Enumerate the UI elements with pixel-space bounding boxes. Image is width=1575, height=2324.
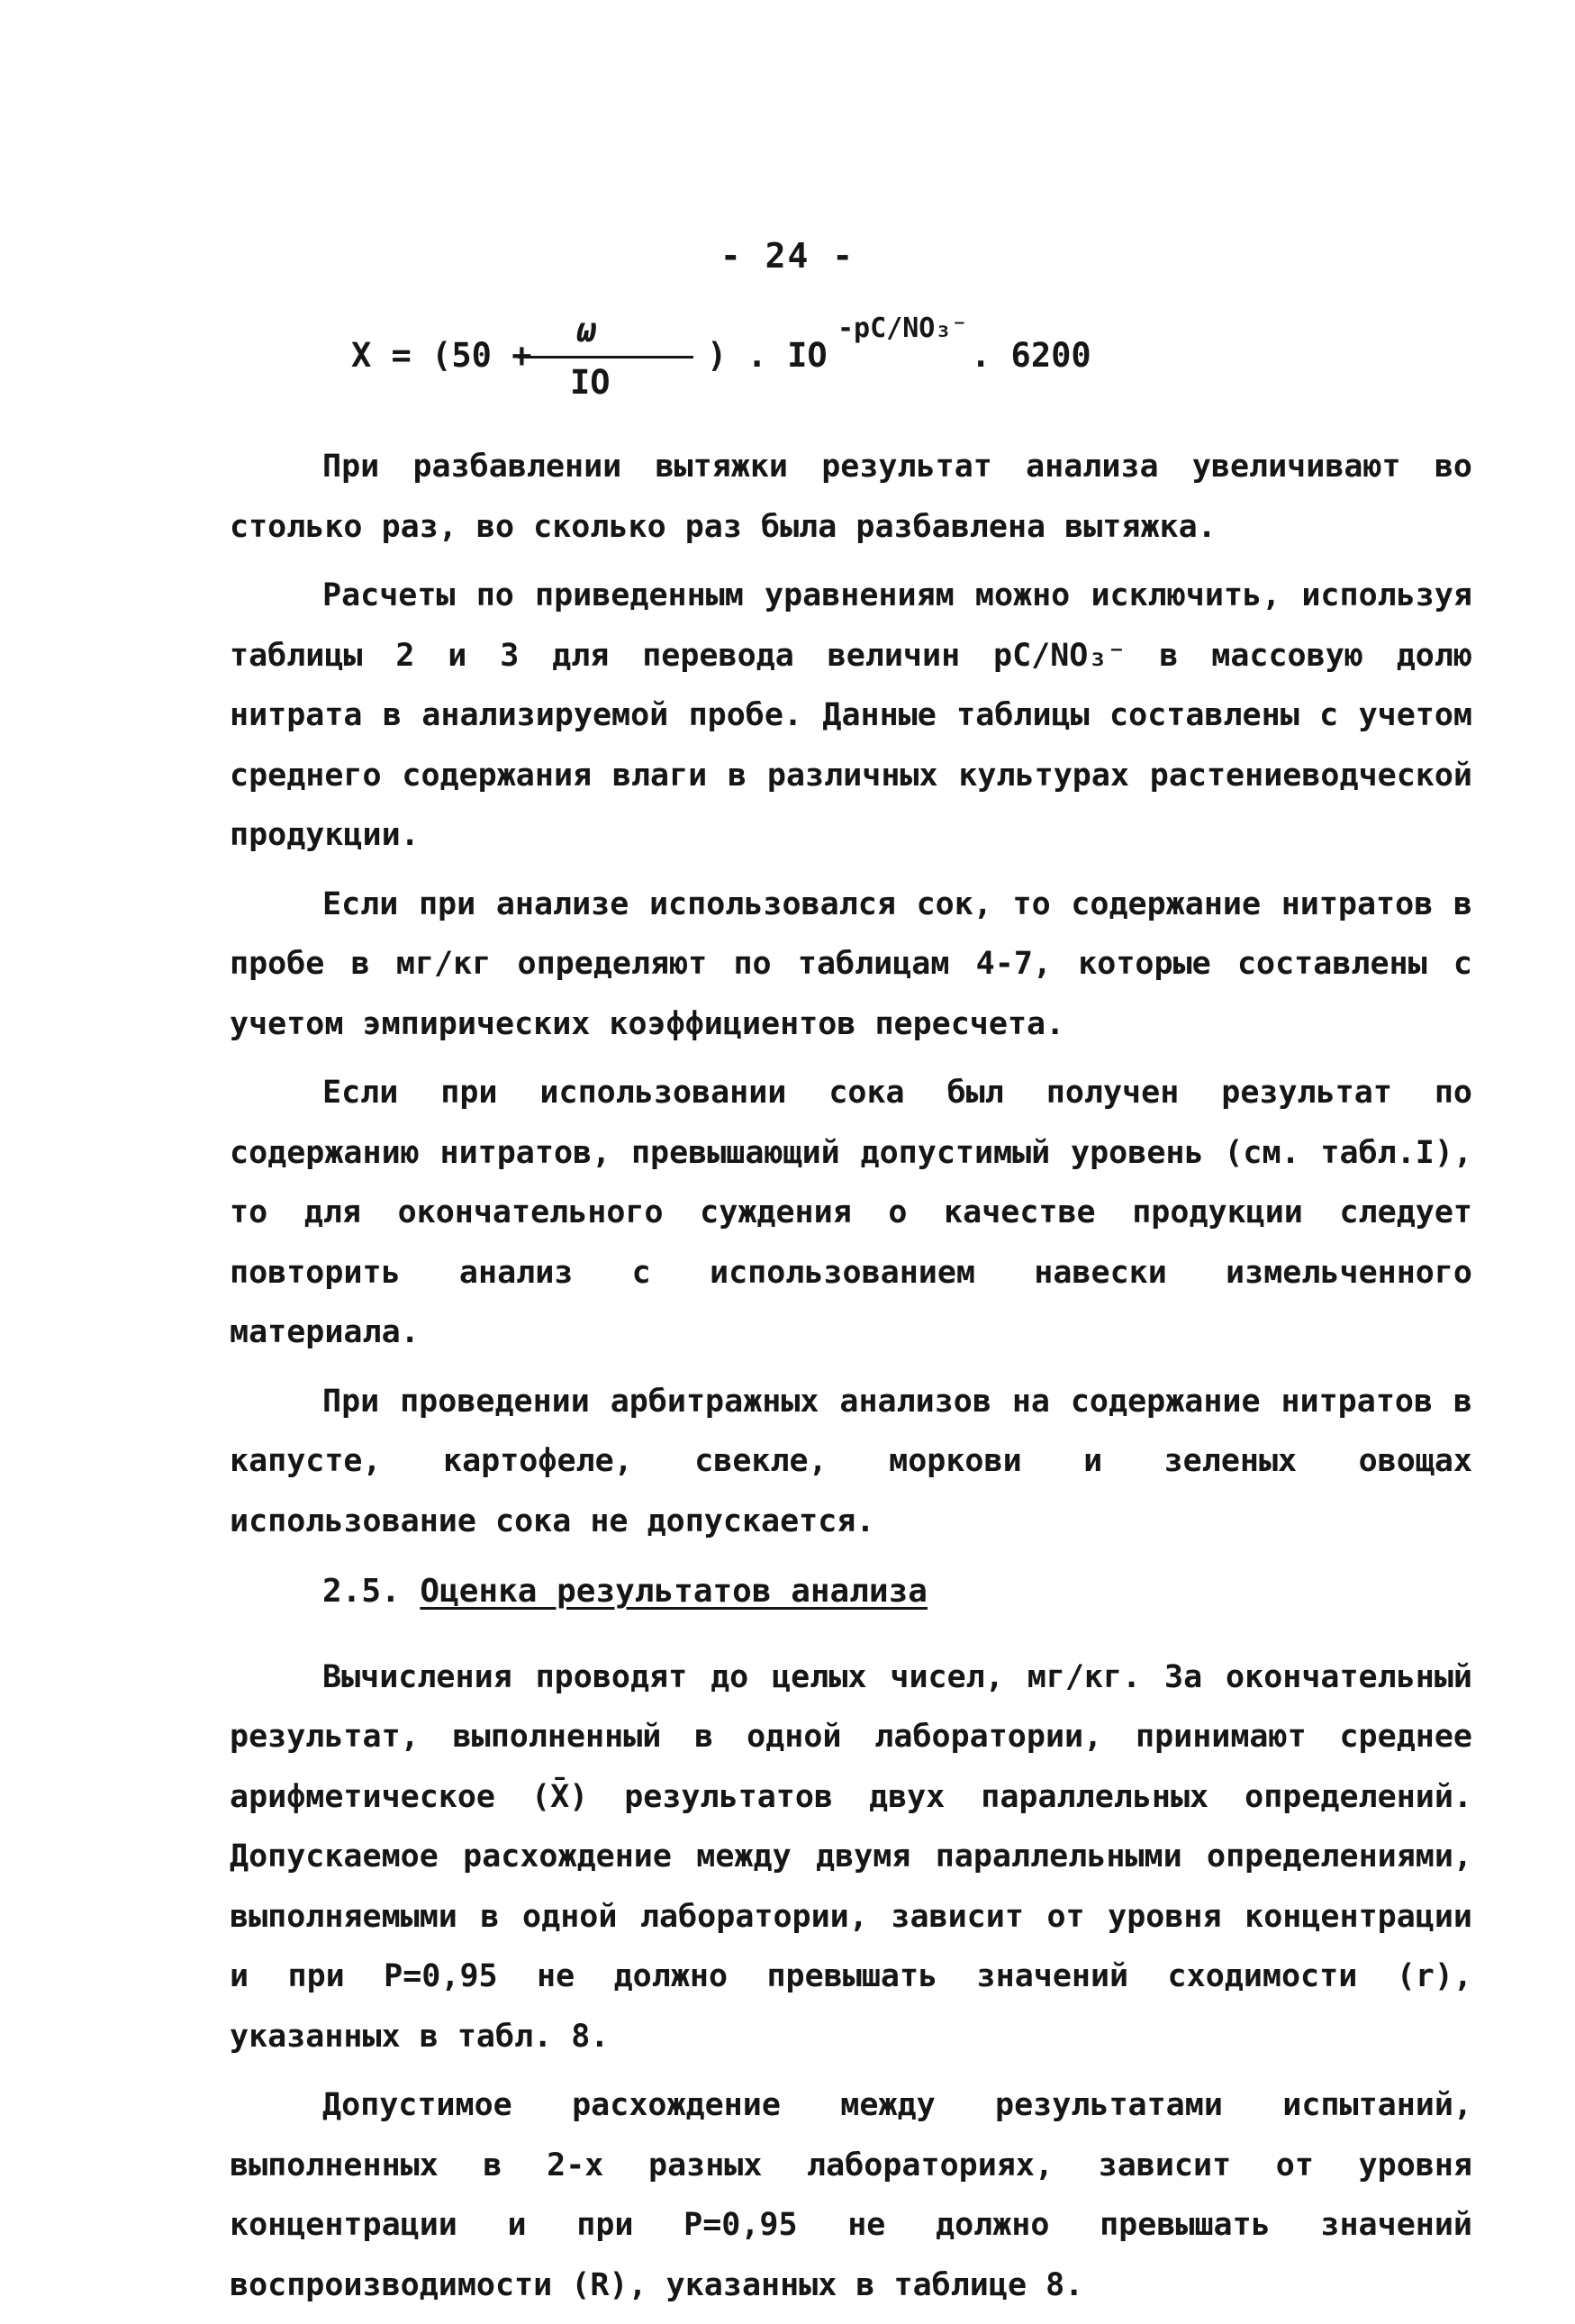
paragraph: При разбавлении вытяжки результат анализа увеличивают во столько раз, во сколько раз была разбавлена вытяжка. — [230, 449, 1472, 545]
paragraph: При проведении арбитражных анализов на содержание нитратов в капусте, картофеле, свекле, моркови и зеленых овощах использование сока не допускается. — [230, 1383, 1472, 1539]
formula-numerator: ω — [576, 311, 597, 350]
section-title: Оценка результатов анализа — [420, 1573, 928, 1610]
formula-denominator: IO — [570, 363, 611, 402]
paragraph: Вычисления проводят до целых чисел, мг/кг. За окончательный результат, выполненный в одной лаборатории, принимают среднее арифметическое (X̄) результатов двух параллельных определений. Допускаемое расхождение между двумя параллельными определениями, выполняемыми в одной лаборатории, зависит от уровня концентрации и при P=0,95 не должно превышать значений сходимости (r), указанных в табл. 8. — [230, 1658, 1472, 2055]
paragraph: Если при использовании сока был получен результат по содержанию нитратов, превышающий допустимый уровень (см. табл.I), то для окончательного суждения о качестве продукции следует повторить анализ с использованием навески измельченного материала. — [230, 1075, 1472, 1350]
paragraph: Допустимое расхождение между результатами испытаний, выполненных в 2-х разных лабораториях, зависит от уровня концентрации и при P=0,95 не должно превышать значений воспроизводимости (R), указанных в таблице 8. — [230, 2087, 1472, 2303]
paragraph: Расчеты по приведенным уравнениям можно исключить, используя таблицы 2 и 3 для перевода величин pC/NO₃⁻ в массовую долю нитрата в анализируемой пробе. Данные таблицы составлены с учетом среднего содержания влаги в различных культурах растениеводческой продукции. — [230, 577, 1472, 853]
formula — [351, 311, 1144, 428]
formula-multiplier: . 6200 — [971, 336, 1091, 375]
body-text — [230, 437, 1472, 2324]
fraction-line — [518, 356, 693, 359]
formula-close: ) . IO — [707, 336, 828, 375]
page-number: - 24 - — [720, 236, 855, 276]
section-heading — [230, 1562, 1472, 1622]
paragraph: Если при анализе использовался сок, то содержание нитратов в пробе в мг/кг определяют по таблицам 4-7, которые составлены с учетом эмпирических коэффициентов пересчета. — [230, 885, 1472, 1042]
formula-lhs: X = (50 + — [351, 336, 532, 375]
section-number: 2.5. — [322, 1573, 401, 1610]
formula-exponent: -pC/NO₃⁻ — [837, 313, 968, 344]
